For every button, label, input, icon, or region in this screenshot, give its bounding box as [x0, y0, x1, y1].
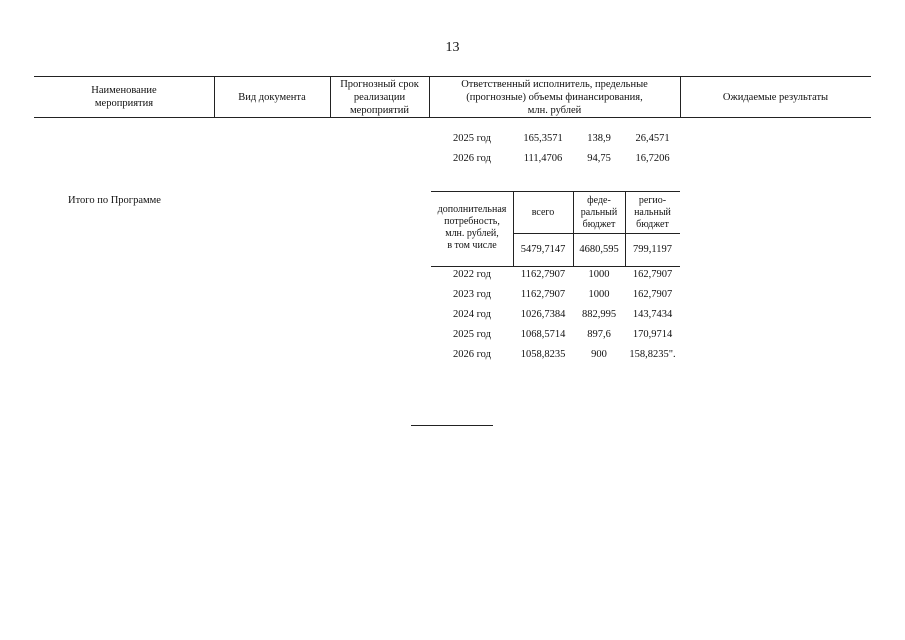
table-cell: 897,6 — [587, 329, 611, 340]
subheader-regional: регио- нальный бюджет — [634, 195, 671, 230]
table-cell: 165,3571 — [523, 133, 563, 144]
subtable-bottom-rule — [431, 266, 680, 267]
sum-regional: 799,1197 — [633, 244, 672, 255]
header-executor-financing: Ответственный исполнитель, предельные (прогнозные) объемы финансирования, млн. рублей — [461, 79, 648, 116]
table-cell: 2022 год — [453, 269, 491, 280]
table-cell: 1000 — [588, 289, 610, 300]
table-cell: 2026 год — [453, 153, 491, 164]
table-cell: 2026 год — [453, 349, 491, 360]
header-top-rule — [34, 76, 871, 77]
end-of-document-rule — [411, 425, 493, 426]
header-expected-results: Ожидаемые результаты — [722, 92, 829, 103]
subheader-federal: феде- ральный бюджет — [580, 195, 618, 230]
table-cell: 16,7206 — [635, 153, 670, 164]
subheader-total: всего — [531, 207, 555, 218]
table-cell: 2025 год — [453, 133, 491, 144]
table-cell: 158,8235". — [629, 349, 676, 360]
table-cell: 882,995 — [581, 309, 617, 320]
table-cell: 1162,7907 — [520, 289, 566, 300]
header-bottom-rule — [34, 117, 871, 118]
sum-federal: 4680,595 — [579, 244, 619, 255]
subtable-top-rule — [431, 191, 680, 192]
table-cell: 2025 год — [453, 329, 491, 340]
table-cell: 2023 год — [453, 289, 491, 300]
additional-need-label: дополнительная потребность, млн. рублей, в том числе — [437, 204, 507, 251]
table-cell: 143,7434 — [632, 309, 673, 320]
table-cell: 162,7907 — [632, 269, 673, 280]
table-cell: 1026,7384 — [520, 309, 566, 320]
program-total-label: Итого по Программе — [68, 195, 161, 206]
table-cell: 111,4706 — [523, 153, 563, 164]
sum-total: 5479,7147 — [520, 244, 566, 255]
table-cell: 26,4571 — [635, 133, 670, 144]
table-cell: 2024 год — [453, 309, 491, 320]
header-event-name: Наименование мероприятия — [91, 85, 157, 109]
table-cell: 1162,7907 — [520, 269, 566, 280]
table-cell: 162,7907 — [632, 289, 673, 300]
table-cell: 170,9714 — [632, 329, 673, 340]
table-cell: 1058,8235 — [520, 349, 566, 360]
table-cell: 138,9 — [587, 133, 611, 144]
table-cell: 1068,5714 — [520, 329, 566, 340]
page-number: 13 — [445, 40, 460, 55]
header-term: Прогнозный срок реализации мероприятий — [340, 79, 419, 116]
table-cell: 94,75 — [587, 153, 611, 164]
table-cell: 1000 — [588, 269, 610, 280]
subtable-mid-rule — [513, 233, 680, 234]
header-document-type: Вид документа — [238, 92, 306, 103]
table-cell: 900 — [591, 349, 607, 360]
